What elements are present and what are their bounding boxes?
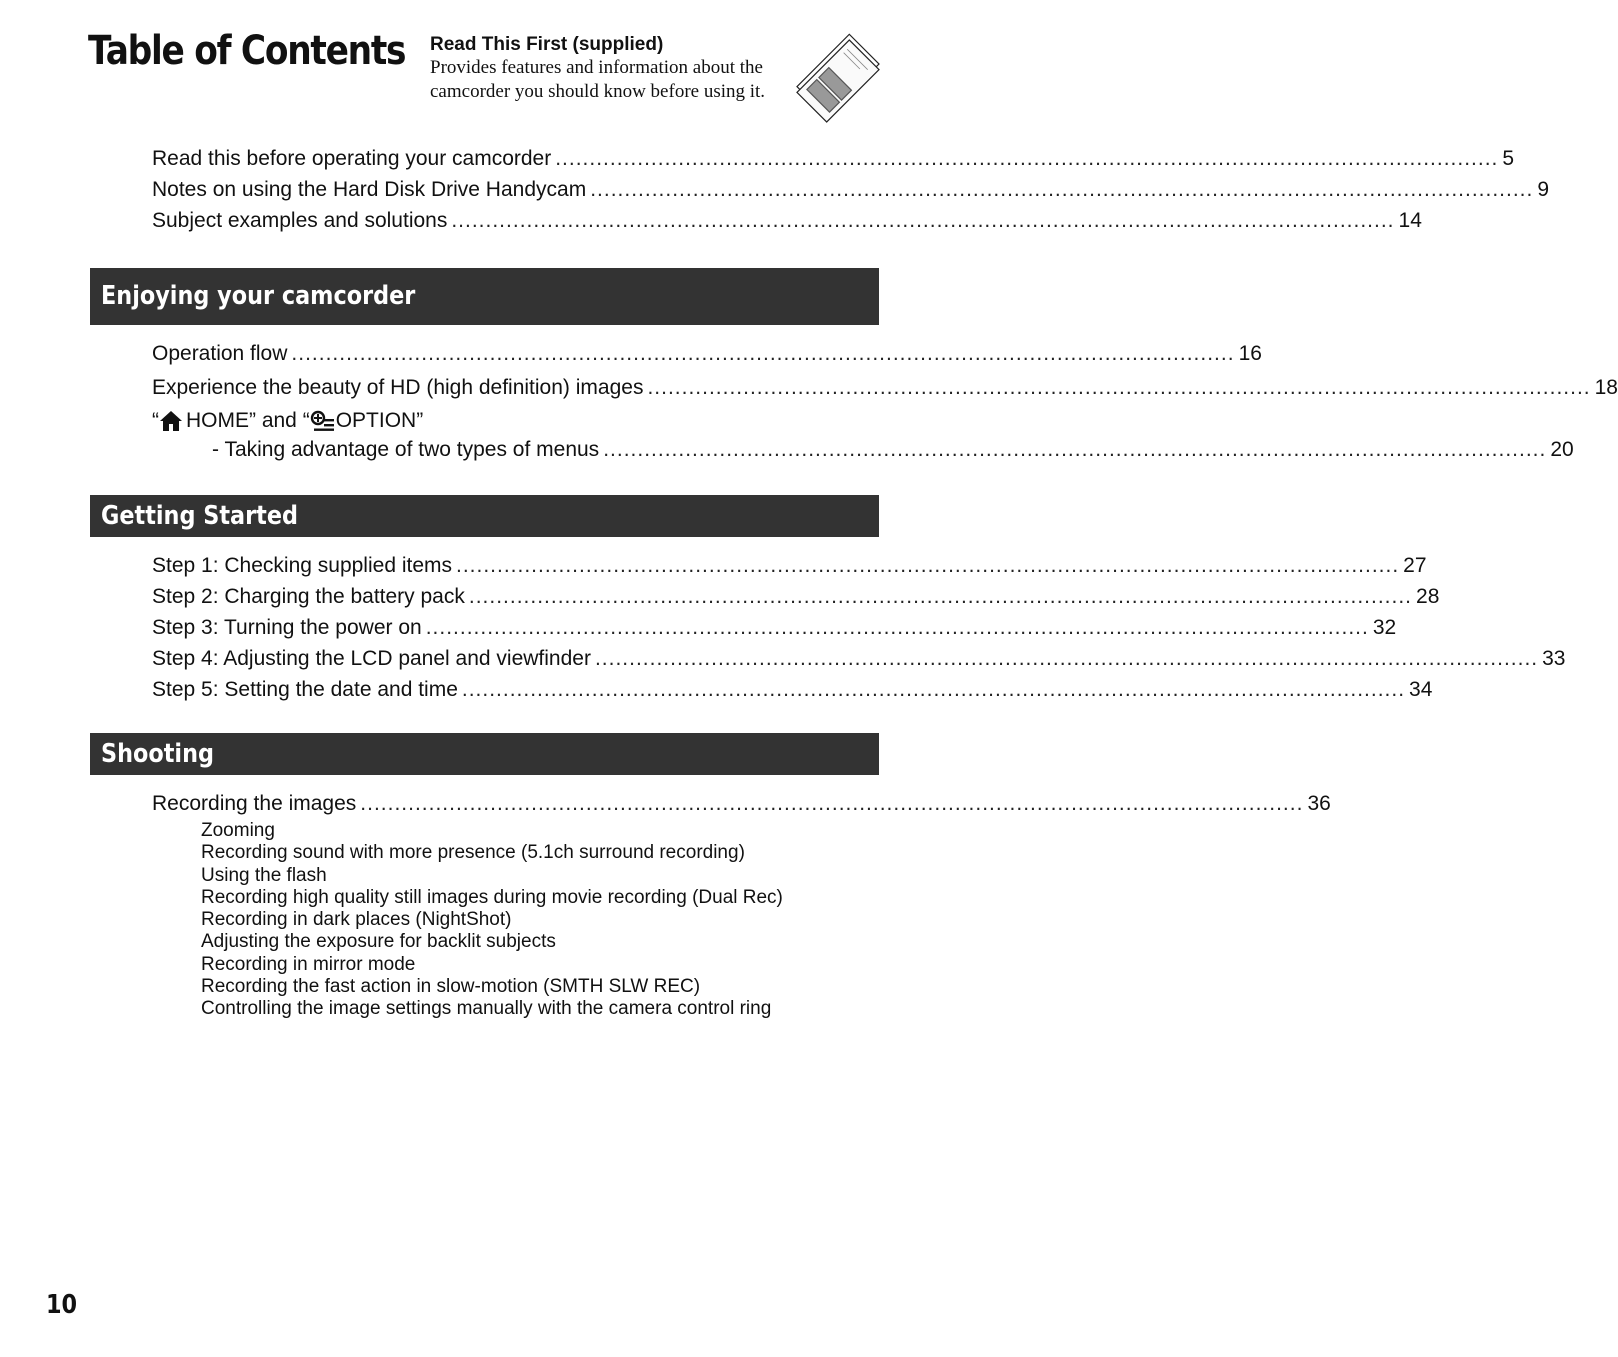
toc-entry[interactable]: - Taking advantage of two types of menus .......................................................................................................................................... 20 bbox=[152, 434, 879, 465]
page-ref: 34 bbox=[1409, 678, 1433, 701]
intro-entries bbox=[152, 143, 1550, 236]
subtopic-item[interactable]: Zooming bbox=[201, 820, 275, 841]
toc-entry[interactable]: Step 2: Charging the battery pack .......................................................................................................................................... 28 bbox=[152, 581, 879, 612]
toc-entry[interactable]: Read this before operating your camcorder .......................................................................................................................................... 5 bbox=[152, 143, 879, 174]
section-header-getting-started: Getting Started bbox=[90, 495, 879, 537]
toc-entry[interactable]: Subject examples and solutions .......................................................................................................................................... 14 bbox=[152, 205, 879, 236]
shooting-subtopics bbox=[201, 820, 861, 1021]
menu-entry-title[interactable]: “ HOME” and “ OPTION” bbox=[152, 409, 424, 432]
subtopic-item[interactable]: Adjusting the exposure for backlit subjects bbox=[201, 931, 556, 953]
subtopic-item[interactable]: Controlling the image settings manually with the camera control ring bbox=[201, 998, 772, 1020]
page-ref: 16 bbox=[1238, 342, 1262, 365]
page-number: 10 bbox=[46, 1290, 78, 1320]
subtopic-item[interactable]: Recording sound with more presence (5.1ch surround recording) bbox=[201, 842, 745, 864]
toc-entry[interactable]: Step 4: Adjusting the LCD panel and viewfinder .......................................................................................................................................... 33 bbox=[152, 643, 879, 674]
subtopic-item[interactable]: Recording the fast action in slow-motion (SMTH SLW REC) bbox=[201, 976, 701, 998]
page-ref: 5 bbox=[1502, 147, 1515, 170]
toc-entry[interactable]: Step 3: Turning the power on .......................................................................................................................................... 32 bbox=[152, 612, 879, 643]
page-ref: 9 bbox=[1537, 178, 1550, 201]
section-getting-started-entries bbox=[152, 550, 1566, 705]
subtopic-item[interactable]: Recording in dark places (NightShot) bbox=[201, 909, 512, 931]
subtopic-item[interactable]: Recording high quality still images during movie recording (Dual Rec) bbox=[201, 886, 783, 908]
page-ref: 27 bbox=[1403, 554, 1427, 577]
section-header-enjoying: Enjoying your camcorder bbox=[90, 268, 879, 325]
booklet-icon bbox=[795, 38, 881, 124]
subtopic-item[interactable]: Using the flash bbox=[201, 864, 327, 886]
toc-entry[interactable]: Recording the images .......................................................................................................................................... 36 bbox=[152, 788, 879, 819]
section-shooting-entries bbox=[152, 788, 1331, 819]
page-ref: 28 bbox=[1416, 585, 1440, 608]
page-ref: 20 bbox=[1550, 438, 1574, 461]
subtopic-item[interactable]: Recording in mirror mode bbox=[201, 953, 416, 975]
page-ref: 33 bbox=[1542, 647, 1566, 670]
read-first-heading: Read This First (supplied) bbox=[430, 34, 664, 55]
toc-entry[interactable]: Notes on using the Hard Disk Drive Handycam .......................................................................................................................................... 9 bbox=[152, 174, 879, 205]
toc-entry[interactable]: Step 5: Setting the date and time .......................................................................................................................................... 34 bbox=[152, 674, 879, 705]
option-icon bbox=[310, 410, 336, 432]
toc-entry[interactable]: Operation flow .......................................................................................................................................... 16 bbox=[152, 338, 879, 369]
page-ref: 14 bbox=[1398, 209, 1422, 232]
read-first-line1: Provides features and information about the bbox=[430, 57, 763, 78]
toc-entry[interactable]: Experience the beauty of HD (high definition) images .......................................................................................................................................... 18 bbox=[152, 372, 879, 403]
read-first-line2: camcorder you should know before using it. bbox=[430, 81, 766, 102]
read-first-note bbox=[430, 34, 800, 104]
page-title: Table of Contents bbox=[88, 28, 406, 74]
page-ref: 36 bbox=[1307, 792, 1331, 815]
home-icon bbox=[159, 410, 183, 432]
section-header-shooting: Shooting bbox=[90, 733, 879, 775]
page-ref: 32 bbox=[1372, 616, 1397, 639]
toc-entry[interactable]: Step 1: Checking supplied items .......................................................................................................................................... 27 bbox=[152, 550, 879, 581]
page-ref: 18 bbox=[1594, 376, 1618, 399]
section-enjoying-entries bbox=[152, 338, 1618, 465]
